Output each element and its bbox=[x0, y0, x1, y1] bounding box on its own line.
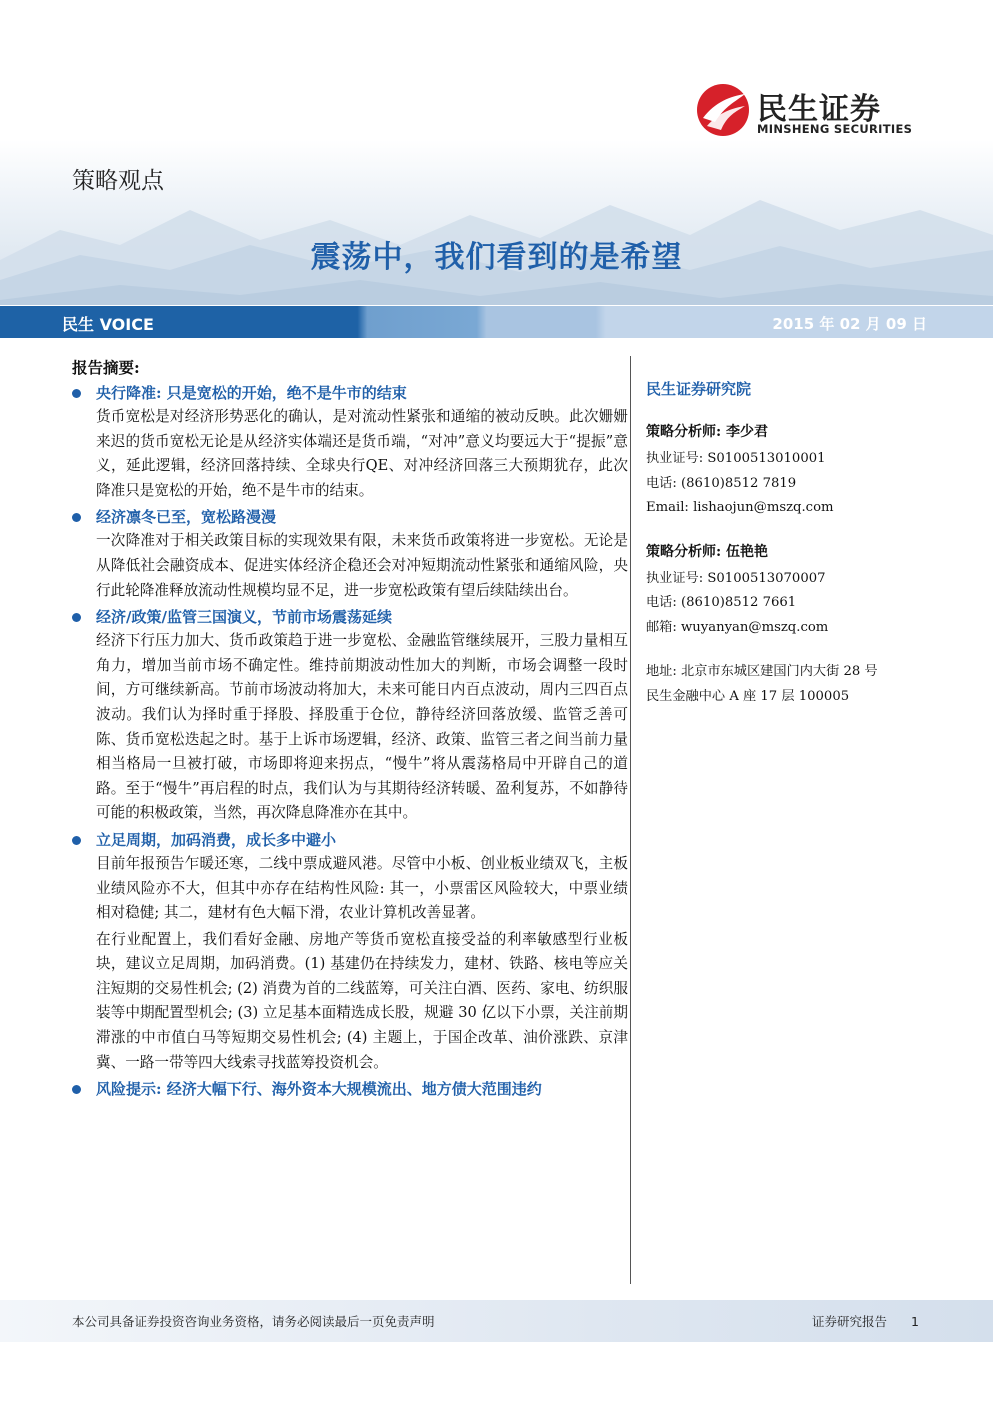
section-heading: 央行降准: 只是宽松的开始，绝不是牛市的结束 bbox=[72, 381, 628, 405]
summary-section bbox=[72, 505, 628, 603]
section-heading: 经济/政策/监管三国演义，节前市场震荡延续 bbox=[72, 605, 628, 629]
section-paragraph: 货币宽松是对经济形势恶化的确认，是对流动性紧张和通缩的被动反映。此次姗姗来迟的货币宽松无论是从经济实体端还是货币端，“对冲”意义均要远大于“提振”意义，延此逻辑，经济回落持续、全球央行QE、对冲经济回落三大预期犹存，此次降准只是宽松的开始，绝不是牛市的结束。 bbox=[96, 408, 628, 499]
summary-section bbox=[72, 605, 628, 826]
summary-section bbox=[72, 381, 628, 503]
section-paragraph: 经济下行压力加大、货币政策趋于进一步宽松、金融监管继续展开，三股力量相互角力，增加当前市场不确定性。维持前期波动性加大的判断，市场会调整一段时间，方可继续新高。节前市场波动将加大，未来可能日内百点波动，周内三四百点波动。我们认为择时重于择股、择股重于仓位，静待经济回落放缓、监管乏善可陈、货币宽松迭起之时。基于上诉市场逻辑，经济、政策、监管三者之间当前力量相当格局一旦被打破，市场即将迎来拐点，“慢牛”将从震荡格局中开辟自己的道路。至于“慢牛”再启程的时点，我们认为与其期待经济转暖、盈利复苏，不如静待可能的积极政策，当然，再次降息降准亦在其中。 bbox=[96, 632, 628, 822]
report-banner bbox=[0, 306, 993, 338]
analyst-sidebar bbox=[646, 378, 946, 709]
logo-english-name: MINSHENG SECURITIES bbox=[757, 122, 913, 136]
section-heading: 立足周期，加码消费，成长多中避小 bbox=[72, 828, 628, 852]
analyst-license: 执业证号: S0100513070007 bbox=[646, 570, 826, 586]
footer-info bbox=[812, 1312, 919, 1330]
summary-section bbox=[72, 828, 628, 1075]
analyst-name: 策略分析师: 李少君 bbox=[646, 424, 769, 440]
logo-chinese-name: 民生证券 bbox=[757, 92, 881, 127]
analyst-email[interactable]: 邮箱: wuyanyan@mszq.com bbox=[646, 619, 829, 635]
analyst-name: 策略分析师: 伍艳艳 bbox=[646, 543, 769, 560]
page-footer bbox=[0, 1300, 993, 1342]
banner-series-name: 民生 VOICE bbox=[62, 315, 154, 334]
bullet-icon bbox=[72, 1085, 81, 1094]
report-title: 震荡中，我们看到的是希望 bbox=[310, 240, 683, 275]
address-line: 地址: 北京市东城区建国门内大街 28 号 bbox=[646, 664, 878, 679]
address-line: 民生金融中心 A 座 17 层 100005 bbox=[646, 688, 850, 704]
section-paragraph: 在行业配置上，我们看好金融、房地产等货币宽松直接受益的利率敏感型行业板块，建议立足周期，加码消费。(1) 基建仍在持续发力，建材、铁路、核电等应关注短期的交易性机会; (2) 消费为首的二线蓝筹，可关注白酒、医药、家电、纺织服装等中期配置型机会; (3) 立足基本面精选成长股，规避 30 亿以下小票，关注前期滞涨的中市值白马等短期交易性机会; (4) 主题上，于国企改革、油价涨跌、京津冀、一路一带等四大线索寻找蓝筹投资机会。 bbox=[96, 930, 628, 1071]
section-heading: 经济凛冬已至，宽松路漫漫 bbox=[72, 505, 628, 529]
bullet-icon bbox=[72, 613, 81, 622]
minsheng-emblem-icon bbox=[695, 82, 751, 138]
summary-section bbox=[72, 1077, 628, 1101]
summary-title: 报告摘要: bbox=[72, 358, 140, 377]
analyst-license: 执业证号: S0100513010001 bbox=[646, 451, 826, 466]
analyst-card bbox=[646, 421, 946, 521]
section-paragraph: 目前年报预告乍暖还寒，二线中票成避风港。尽管中小板、创业板业绩双飞，主板业绩风险亦不大，但其中亦存在结构性风险: 其一，小票雷区风险较大，中票业绩相对稳健; 其二，建材有色大幅下滑，农业计算机改善显著。 bbox=[96, 854, 628, 922]
footer-disclaimer: 本公司具备证券投资咨询业务资格，请务必阅读最后一页免责声明 bbox=[72, 1314, 435, 1329]
section-paragraph: 一次降准对于相关政策目标的实现效果有限，未来货币政策将进一步宽松。无论是从降低社会融资成本、促进实体经济企稳还会对冲短期流动性紧张和通缩风险，央行此轮降准释放流动性规模均显不足，进一步宽松政策有望后续陆续出台。 bbox=[96, 532, 628, 599]
bullet-icon bbox=[72, 389, 81, 398]
column-divider bbox=[630, 356, 631, 1284]
section-heading: 风险提示: 经济大幅下行、海外资本大规模流出、地方债大范围违约 bbox=[72, 1077, 628, 1101]
minsheng-logo bbox=[695, 82, 925, 142]
analyst-card bbox=[646, 541, 946, 641]
page-number: 1 bbox=[911, 1314, 919, 1329]
report-summary bbox=[72, 356, 628, 1101]
section-label: 策略观点 bbox=[72, 168, 164, 194]
institute-name: 民生证券研究院 bbox=[646, 380, 752, 398]
banner-date: 2015 年 02 月 09 日 bbox=[772, 315, 927, 333]
analyst-phone: 电话: (8610)8512 7661 bbox=[646, 595, 797, 610]
footer-report-type: 证券研究报告 bbox=[812, 1314, 888, 1329]
analyst-phone: 电话: (8610)8512 7819 bbox=[646, 475, 797, 491]
analyst-email[interactable]: Email: lishaojun@mszq.com bbox=[646, 500, 834, 515]
bullet-icon bbox=[72, 513, 81, 522]
bullet-icon bbox=[72, 836, 81, 845]
